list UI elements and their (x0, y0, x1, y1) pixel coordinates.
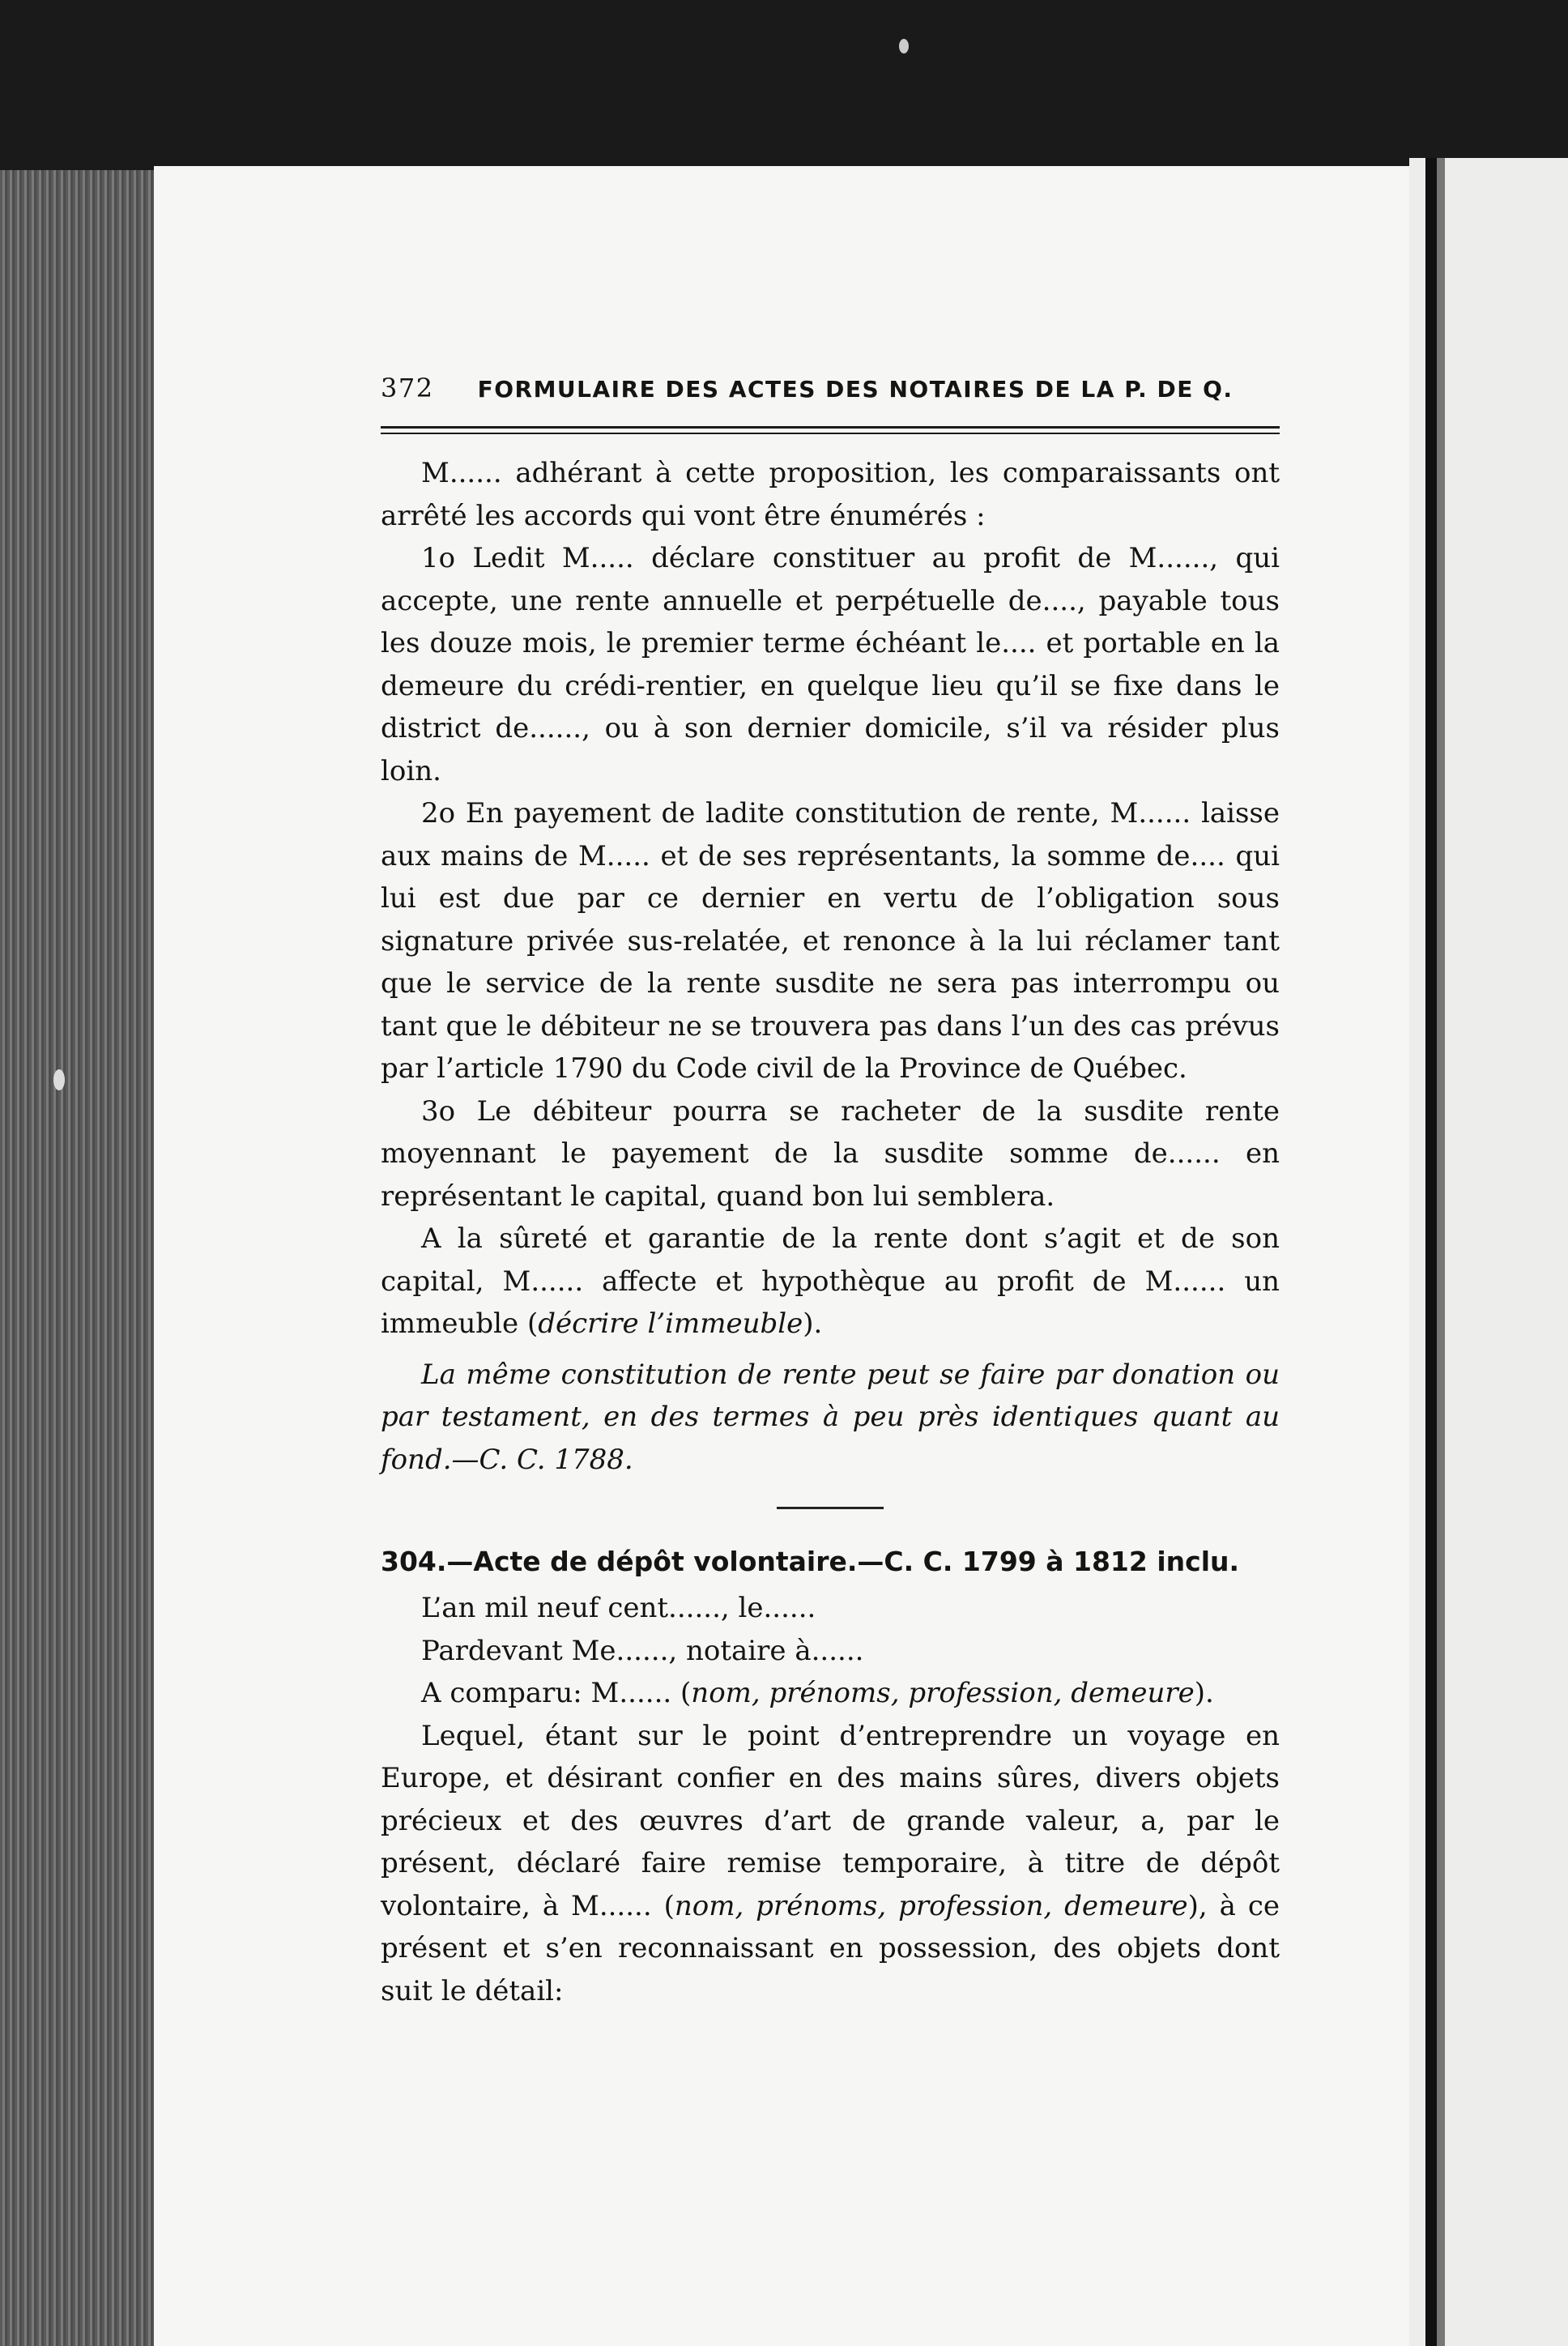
header-rule-thin (381, 433, 1280, 434)
deed-notary-line: Pardevant Me......, notaire à...... (421, 1634, 864, 1667)
appearance-suffix: ). (1194, 1677, 1214, 1709)
surety-close: ). (803, 1307, 823, 1340)
surety-text: A la sûreté et garantie de la rente dont s’agit et de son capital, M...... affecte et hypothèque au profit de M...... un immeuble ( (381, 1222, 1280, 1340)
section-heading: 304.—Acte de dépôt volontaire.—C. C. 1799 à 1812 inclu. (381, 1546, 1240, 1577)
paragraph-surety (381, 1218, 1280, 1346)
facing-page-edge (1409, 158, 1568, 2346)
dust-speck (53, 1069, 65, 1090)
paragraph-clause-1: 1o Ledit M..... déclare constituer au profit de M......, qui accepte, une rente annuelle et perpétuelle de...., payable tous les douze mois, le premier terme échéant le.... et portable en la demeure du crédi-rentier, en quelque lieu qu’il se fixe dans le district de......, ou à son dernier domicile, s’il va résider plus loin. (381, 542, 1280, 787)
deed-date-line: L’an mil neuf cent......, le...... (421, 1592, 816, 1624)
deposit-italic: nom, prénoms, profession, demeure (674, 1889, 1188, 1922)
deposit-text-1: Lequel, étant sur le point d’entreprendre un voyage en Europe, et désirant confier en des mains sûres, divers objets précieux et des œuvres d’art de grande valeur, a, par le présent, déclaré faire remise temporaire, à titre de dépôt volontaire, à M...... ( (381, 1719, 1280, 1922)
dust-speck (899, 39, 909, 53)
deposit-text-2: ), à ce présent et s’en reconnaissant en possession, des objets dont suit le détail: (381, 1889, 1280, 2007)
appearance-italic: nom, prénoms, profession, demeure (691, 1677, 1195, 1709)
surety-italic: décrire l’immeuble (538, 1307, 803, 1340)
paragraph-clause-3: 3o Le débiteur pourra se racheter de la susdite rente moyennant le payement de la susdite somme de...... en représentant le capital, quand bon lui semblera. (381, 1094, 1280, 1213)
book-page-edges (0, 170, 154, 2346)
appearance-prefix: A comparu: M...... ( (421, 1677, 692, 1709)
running-title: FORMULAIRE DES ACTES DES NOTAIRES DE LA P. DE Q. (477, 376, 1234, 403)
running-head (381, 373, 1280, 408)
deed-deposit-paragraph (381, 1715, 1280, 2013)
paragraph-note: La même constitution de rente peut se faire par donation ou par testament, en des termes à peu près identiques quant au fond.—C. C. 1788. (381, 1358, 1280, 1476)
page-number: 372 (381, 373, 434, 403)
paragraph-agreement: M...... adhérant à cette proposition, les comparaissants ont arrêté les accords qui vont être énumérés : (381, 457, 1280, 532)
deed-appearance-line (381, 1672, 1280, 1715)
page-text-block (381, 373, 1280, 2012)
header-rule-thick (381, 426, 1280, 429)
paragraph-clause-2: 2o En payement de ladite constitution de rente, M...... laisse aux mains de M..... et de ses représentants, la somme de.... qui lui est due par ce dernier en vertu de l’obligation sous signature privée sus-relatée, et renonce à la lui réclamer tant que le service de la rente susdite ne sera pas interrompu ou tant que le débiteur ne se trouvera pas dans l’un des cas prévus par l’article 1790 du Code civil de la Province de Québec. (381, 797, 1280, 1085)
section-separator (777, 1507, 884, 1509)
